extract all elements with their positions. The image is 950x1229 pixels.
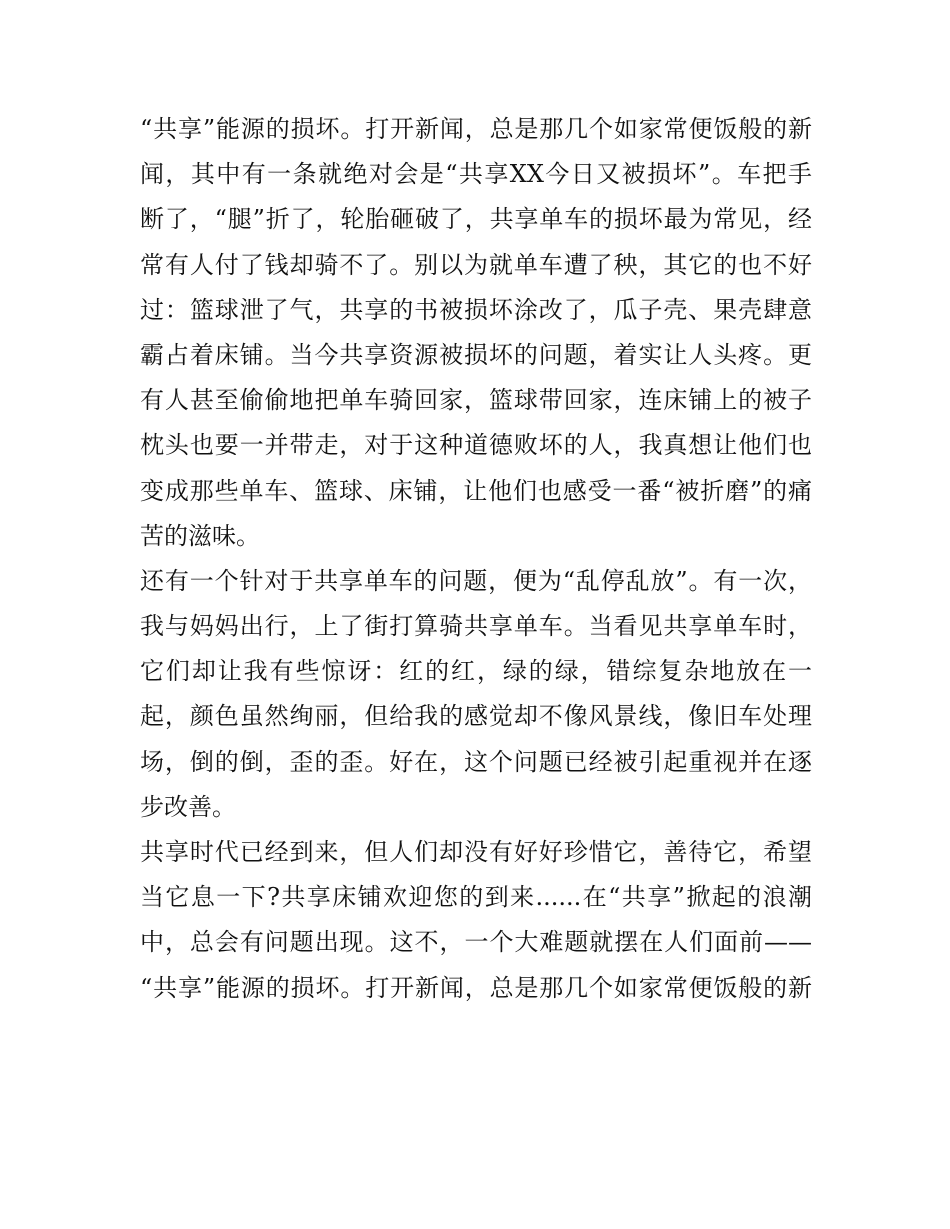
text-line: 变成那些单车、篮球、床铺，让他们也感受一番“被折磨”的痛 (140, 476, 812, 505)
text-line: 它们却让我有些惊讶：红的红，绿的绿，错综复杂地放在一 (140, 657, 812, 686)
text-line: 我与妈妈出行，上了街打算骑共享单车。当看见共享单车时， (140, 612, 812, 641)
text-line: 场，倒的倒，歪的歪。好在，这个问题已经被引起重视并在逐 (140, 747, 812, 776)
text-line: “共享”能源的损坏。打开新闻，总是那几个如家常便饭般的新 (140, 973, 812, 1002)
text-line: 有人甚至偷偷地把单车骑回家，篮球带回家，连床铺上的被子 (140, 386, 812, 415)
text-line: 起，颜色虽然绚丽，但给我的感觉却不像风景线，像旧车处理 (140, 702, 812, 731)
text-line: 常有人付了钱却骑不了。别以为就单车遭了秧，其它的也不好 (140, 250, 812, 279)
text-line: 断了，“腿”折了，轮胎砸破了，共享单车的损坏最为常见，经 (140, 205, 812, 234)
text-line: 枕头也要一并带走，对于这种道德败坏的人，我真想让他们也 (140, 431, 812, 460)
text-line: 共享时代已经到来，但人们却没有好好珍惜它，善待它，希望 (140, 838, 812, 866)
text-line: 霸占着床铺。当今共享资源被损坏的问题，着实让人头疼。更 (140, 340, 812, 369)
text-line: “共享”能源的损坏。打开新闻，总是那几个如家常便饭般的新 (140, 115, 812, 143)
text-line: 步改善。 (140, 792, 236, 821)
text-line: 中，总会有问题出现。这不，一个大难题就摆在人们面前—— (140, 928, 812, 957)
text-line: 还有一个针对于共享单车的问题，便为“乱停乱放”。有一次， (140, 566, 812, 595)
text-line: 闻，其中有一条就绝对会是“共享XX今日又被损坏”。车把手 (140, 160, 812, 189)
text-line: 当它息一下?共享床铺欢迎您的到来......在“共享”掀起的浪潮 (140, 883, 812, 912)
text-line: 过：篮球泄了气，共享的书被损坏涂改了，瓜子壳、果壳肆意 (140, 295, 812, 324)
text-line: 苦的滋味。 (140, 521, 260, 550)
body-text (140, 107, 812, 1011)
